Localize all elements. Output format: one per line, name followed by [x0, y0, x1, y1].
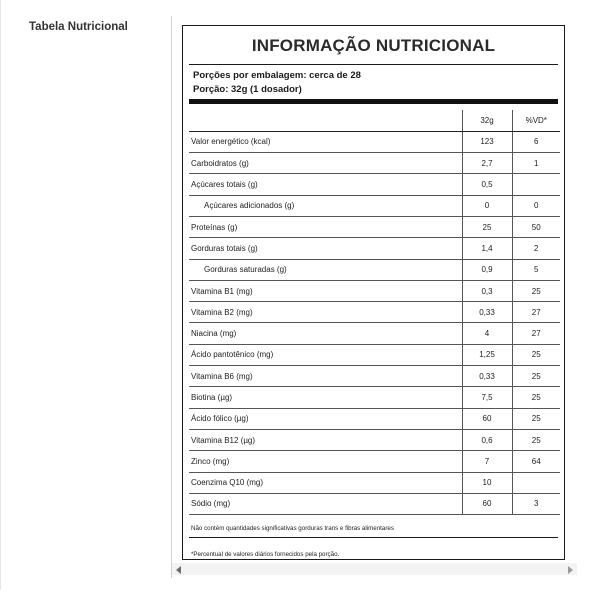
nutrient-daily-value: 3 — [512, 493, 560, 514]
table-header-row — [189, 110, 560, 131]
table-row — [189, 174, 560, 195]
nutrient-daily-value: 25 — [512, 344, 560, 365]
nutrition-scroll-panel[interactable] — [171, 16, 576, 578]
nutrient-amount: 7,5 — [462, 387, 512, 408]
nutrient-daily-value: 25 — [512, 408, 560, 429]
header-nutrient — [189, 110, 462, 131]
table-row — [189, 493, 560, 514]
table-row — [189, 131, 560, 152]
table-row — [189, 153, 560, 174]
nutrition-table — [189, 110, 560, 515]
footnote-no-significant: Não contém quantidades significativas gorduras trans e fibras alimentares — [191, 525, 394, 532]
nutrient-amount: 4 — [462, 323, 512, 344]
table-row — [189, 344, 560, 365]
nutrient-amount: 0,6 — [462, 429, 512, 450]
nutrient-daily-value: 27 — [512, 302, 560, 323]
table-row — [189, 195, 560, 216]
nutrient-amount: 0,9 — [462, 259, 512, 280]
arrow-left-icon[interactable] — [176, 566, 181, 574]
nutrient-amount: 0,33 — [462, 366, 512, 387]
nutrient-name: Niacina (mg) — [189, 323, 462, 344]
thick-divider — [189, 99, 558, 104]
table-row — [189, 259, 560, 280]
nutrient-name: Gorduras totais (g) — [189, 238, 462, 259]
nutrient-amount: 0,5 — [462, 174, 512, 195]
nutrient-name: Biotina (µg) — [189, 387, 462, 408]
nutrient-name: Gorduras saturadas (g) — [189, 259, 462, 280]
nutrient-amount: 123 — [462, 131, 512, 152]
nutrient-daily-value: 25 — [512, 280, 560, 301]
nutrient-amount: 0,3 — [462, 280, 512, 301]
nutrient-name: Ácido fólico (µg) — [189, 408, 462, 429]
nutrient-name: Proteínas (g) — [189, 216, 462, 237]
table-row — [189, 451, 560, 472]
servings-per-package: Porções por embalagem: cerca de 28 — [193, 70, 361, 81]
nutrient-amount: 60 — [462, 408, 512, 429]
arrow-right-icon[interactable] — [568, 566, 573, 574]
title-divider — [189, 64, 558, 65]
scrollbar-track[interactable] — [172, 563, 577, 575]
table-row — [189, 387, 560, 408]
nutrient-name: Valor energético (kcal) — [189, 131, 462, 152]
nutrient-amount: 1,4 — [462, 238, 512, 259]
nutrient-amount: 10 — [462, 472, 512, 493]
nutrition-table-body — [189, 131, 560, 514]
nutrient-name: Ácido pantotênico (mg) — [189, 344, 462, 365]
nutrient-name: Açúcares totais (g) — [189, 174, 462, 195]
nutrient-daily-value: 25 — [512, 366, 560, 387]
nutrient-name: Vitamina B12 (µg) — [189, 429, 462, 450]
nutrient-daily-value: 25 — [512, 429, 560, 450]
nutrient-daily-value — [512, 174, 560, 195]
table-row — [189, 366, 560, 387]
table-row — [189, 280, 560, 301]
nutrient-amount: 25 — [462, 216, 512, 237]
nutrient-daily-value: 64 — [512, 451, 560, 472]
left-divider — [0, 0, 1, 590]
header-daily-value: %VD* — [512, 110, 560, 131]
nutrient-daily-value: 0 — [512, 195, 560, 216]
nutrient-daily-value: 5 — [512, 259, 560, 280]
nutrient-name: Sódio (mg) — [189, 493, 462, 514]
nutrient-amount: 1,25 — [462, 344, 512, 365]
horizontal-scrollbar[interactable] — [172, 563, 577, 575]
nutrient-amount: 0 — [462, 195, 512, 216]
table-row — [189, 216, 560, 237]
nutrient-amount: 2,7 — [462, 153, 512, 174]
nutrient-name: Carboidratos (g) — [189, 153, 462, 174]
nutrient-name: Vitamina B6 (mg) — [189, 366, 462, 387]
footnote-divider — [189, 537, 558, 538]
serving-size: Porção: 32g (1 dosador) — [193, 84, 302, 95]
nutrient-daily-value — [512, 472, 560, 493]
nutrient-daily-value: 25 — [512, 387, 560, 408]
section-label: Tabela Nutricional — [29, 21, 128, 33]
nutrient-name: Açúcares adicionados (g) — [189, 195, 462, 216]
nutrient-amount: 60 — [462, 493, 512, 514]
nutrition-facts-box — [182, 25, 565, 560]
footnote-daily-value: *Percentual de valores diários fornecidos pela porção. — [191, 551, 340, 558]
nutrient-daily-value: 2 — [512, 238, 560, 259]
nutrient-daily-value: 1 — [512, 153, 560, 174]
nutrient-name: Zinco (mg) — [189, 451, 462, 472]
table-row — [189, 408, 560, 429]
nutrition-title: INFORMAÇÃO NUTRICIONAL — [251, 36, 496, 55]
table-row — [189, 429, 560, 450]
nutrient-name: Vitamina B1 (mg) — [189, 280, 462, 301]
nutrient-amount: 7 — [462, 451, 512, 472]
table-row — [189, 323, 560, 344]
nutrient-daily-value: 27 — [512, 323, 560, 344]
nutrient-daily-value: 50 — [512, 216, 560, 237]
nutrient-amount: 0,33 — [462, 302, 512, 323]
table-row — [189, 302, 560, 323]
nutrient-daily-value: 6 — [512, 131, 560, 152]
header-amount: 32g — [462, 110, 512, 131]
table-row — [189, 238, 560, 259]
table-row — [189, 472, 560, 493]
nutrient-name: Coenzima Q10 (mg) — [189, 472, 462, 493]
nutrient-name: Vitamina B2 (mg) — [189, 302, 462, 323]
